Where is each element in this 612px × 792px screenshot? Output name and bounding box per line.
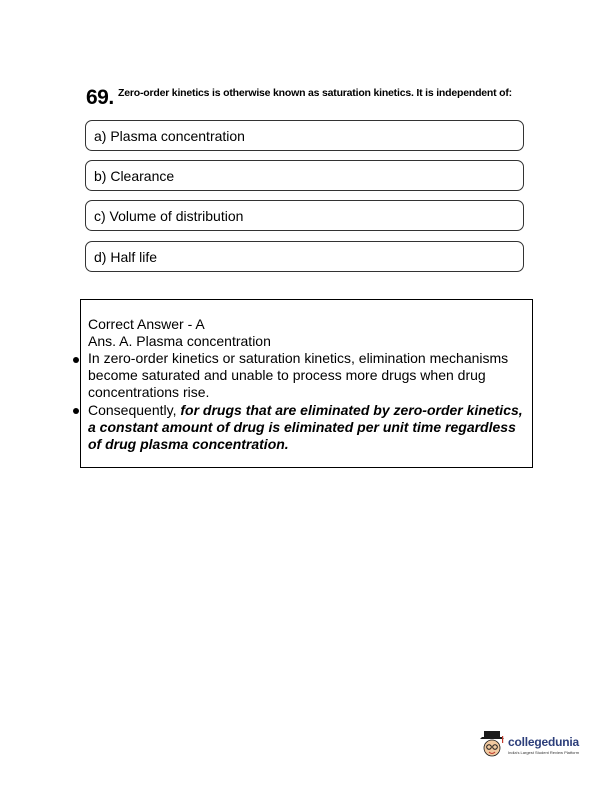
question-text: Zero-order kinetics is otherwise known as saturation kinetics. It is independent of: bbox=[118, 87, 512, 99]
brand-name: collegedunia bbox=[508, 735, 579, 749]
question-number: 69. bbox=[86, 86, 114, 109]
collegedunia-logo bbox=[480, 730, 590, 760]
bullet-dot-1 bbox=[73, 357, 79, 363]
explanation-bullet-1: In zero-order kinetics or saturation kinetics, elimination mechanisms become saturated and unable to process more drugs when drug concentrations rise. bbox=[88, 350, 509, 400]
option-a[interactable]: a) Plasma concentration bbox=[85, 120, 524, 151]
bullet-2-emphasis: for drugs that are eliminated by zero-order kinetics, a constant amount of drug is eliminated per unit time regardless of drug plasma concentration. bbox=[88, 402, 523, 452]
option-b[interactable]: b) Clearance bbox=[85, 160, 524, 191]
mascot-icon bbox=[480, 730, 506, 760]
brand-tagline: India's Largest Student Review Platform bbox=[508, 750, 580, 755]
explanation-bullet-2 bbox=[88, 402, 528, 453]
correct-answer-label: Correct Answer - A bbox=[88, 316, 205, 332]
answer-explanation-title: Ans. A. Plasma concentration bbox=[88, 333, 271, 349]
bullet-2-plain: Consequently, bbox=[88, 402, 181, 418]
option-c[interactable]: c) Volume of distribution bbox=[85, 200, 524, 231]
bullet-dot-2 bbox=[73, 408, 79, 414]
option-d[interactable]: d) Half life bbox=[85, 241, 524, 272]
